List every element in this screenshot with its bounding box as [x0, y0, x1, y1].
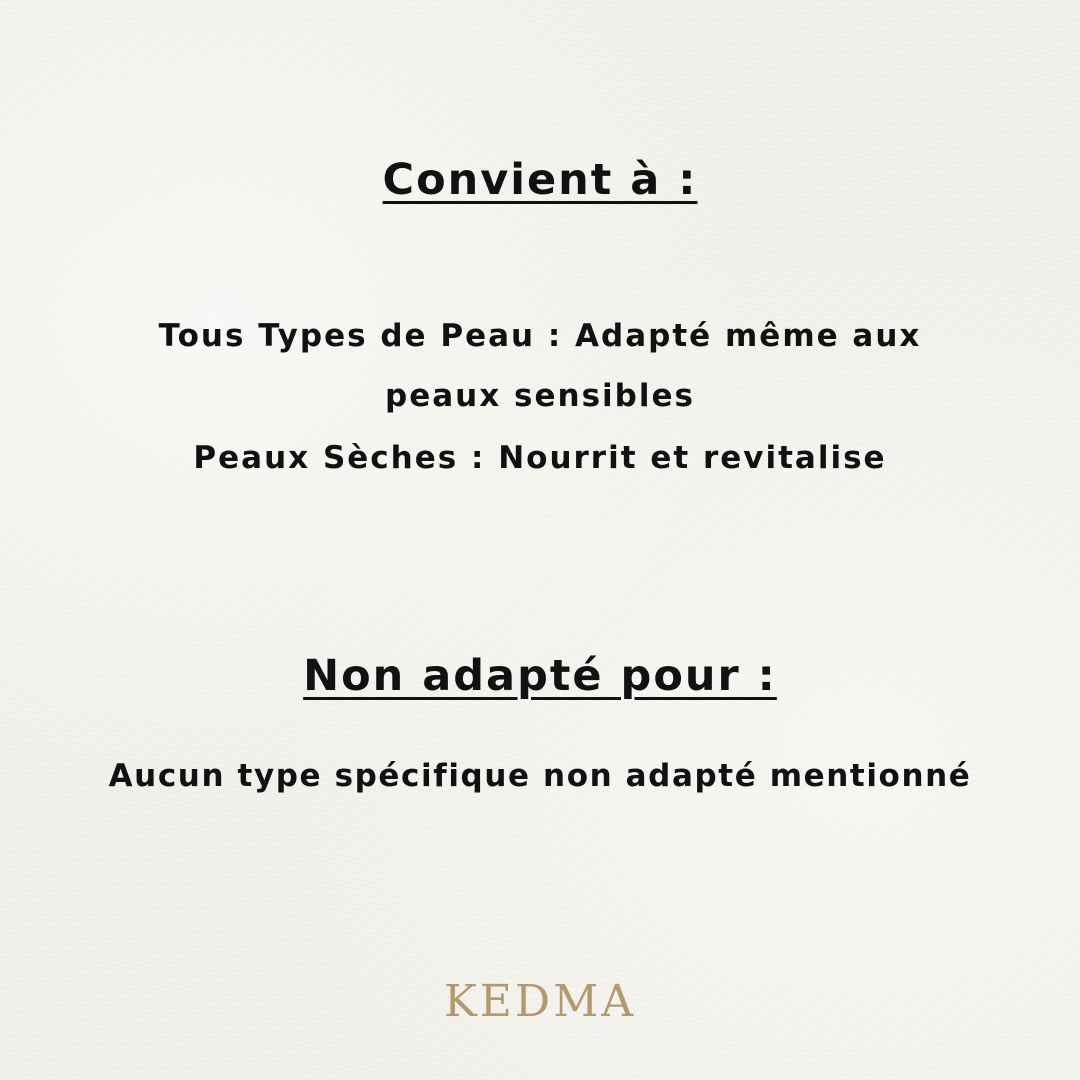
unsuitable-heading [0, 646, 1080, 706]
brand-logo: KEDMA [443, 976, 637, 1027]
suitable-heading-text: Convient à : [382, 155, 698, 205]
suitable-line-3: Peaux Sèches : Nourrit et revitalise [193, 440, 887, 476]
suitable-line-1: Tous Types de Peau : Adapté même aux [158, 318, 922, 354]
unsuitable-line-1: Aucun type spécifique non adapté mentionné [108, 758, 972, 794]
suitable-line-2: peaux sensibles [385, 378, 695, 414]
unsuitable-heading-text: Non adapté pour : [303, 651, 777, 701]
suitable-heading [0, 150, 1080, 210]
